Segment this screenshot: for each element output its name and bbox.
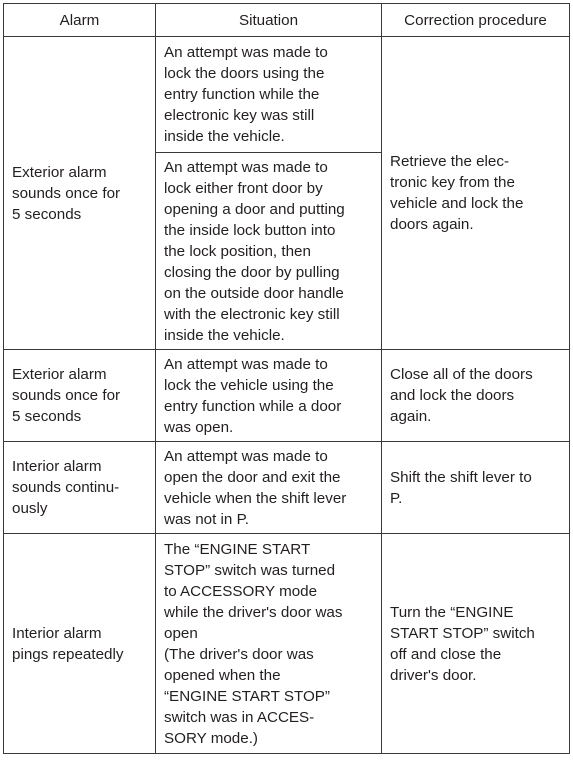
header-row	[4, 4, 570, 37]
alarm-cell: Exterior alarm sounds once for 5 seconds	[4, 37, 156, 350]
correction-cell: Close all of the doors and lock the doors again.	[382, 350, 570, 442]
alarm-cell: Interior alarm sounds continu- ously	[4, 442, 156, 534]
alarm-cell: Interior alarm pings repeatedly	[4, 534, 156, 754]
table-row	[4, 534, 570, 754]
correction-cell: Turn the “ENGINE START STOP” switch off and close the driver's door.	[382, 534, 570, 754]
situation-cell: An attempt was made to open the door and exit the vehicle when the shift lever was not in P.	[156, 442, 382, 534]
alarm-table	[3, 3, 570, 754]
table-row	[4, 442, 570, 534]
correction-cell: Retrieve the elec- tronic key from the vehicle and lock the doors again.	[382, 37, 570, 350]
situation-cell: An attempt was made to lock the doors using the entry function while the electronic key was still inside the vehicle.	[156, 37, 382, 153]
correction-cell: Shift the shift lever to P.	[382, 442, 570, 534]
table-row	[4, 350, 570, 442]
situation-cell: The “ENGINE START STOP” switch was turned to ACCESSORY mode while the driver's door was open (The driver's door was opened when the “ENGINE START STOP” switch was in ACCES- SORY mode.)	[156, 534, 382, 754]
alarm-cell: Exterior alarm sounds once for 5 seconds	[4, 350, 156, 442]
header-correction: Correction procedure	[382, 4, 570, 37]
table-row	[4, 37, 570, 153]
situation-cell: An attempt was made to lock the vehicle using the entry function while a door was open.	[156, 350, 382, 442]
situation-cell: An attempt was made to lock either front door by opening a door and putting the inside lock button into the lock position, then closing the door by pulling on the outside door handle with the electronic key still inside the vehicle.	[156, 153, 382, 350]
header-alarm: Alarm	[4, 4, 156, 37]
header-situation: Situation	[156, 4, 382, 37]
